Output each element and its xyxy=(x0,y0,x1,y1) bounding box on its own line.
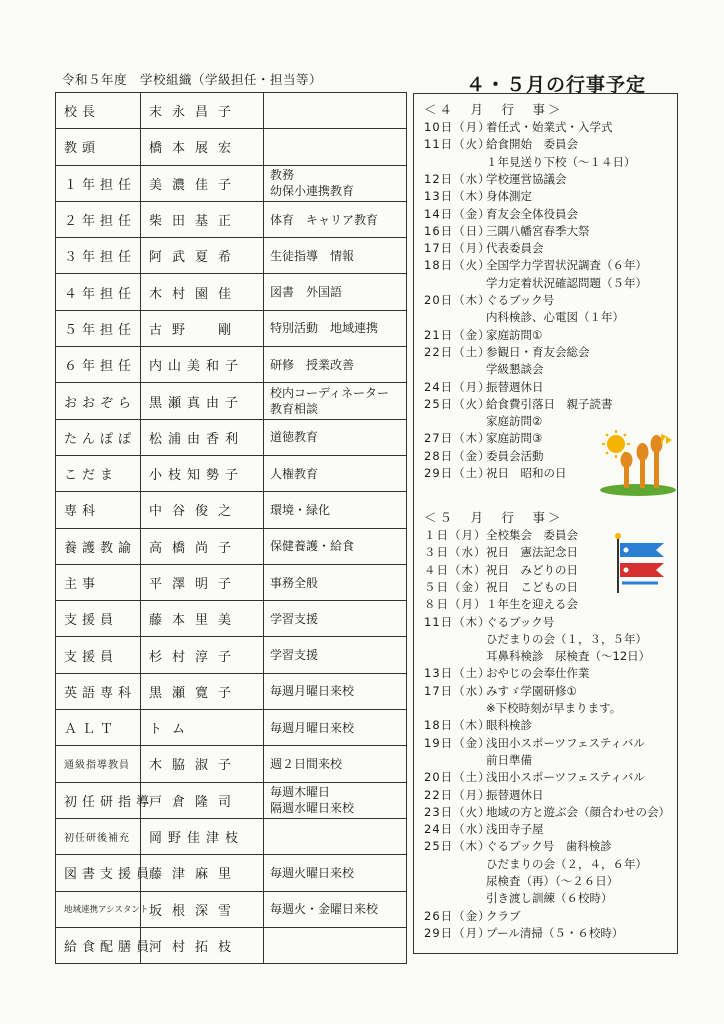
staff-role: 通級指導教員 xyxy=(56,746,141,782)
event-text: 給食費引落日 親子読書 xyxy=(486,396,613,411)
staff-duty xyxy=(264,274,407,310)
staff-row xyxy=(56,818,407,854)
event-text: 育友会全体役員会 xyxy=(486,206,578,221)
staff-duty xyxy=(264,855,407,891)
event-item xyxy=(424,873,679,890)
event-item xyxy=(424,413,679,430)
event-text: 家庭訪問③ xyxy=(486,431,543,446)
event-date: 11日（火） xyxy=(424,137,491,152)
event-date: 14日（金） xyxy=(424,206,491,221)
staff-name: 木村園佳 xyxy=(141,274,264,310)
event-item xyxy=(424,171,679,188)
event-date: 25日（木） xyxy=(424,839,491,854)
staff-duty xyxy=(264,238,407,274)
staff-duty xyxy=(264,419,407,455)
staff-row xyxy=(56,310,407,346)
staff-role: 地域連携アシスタント xyxy=(56,891,141,927)
event-item xyxy=(424,752,679,769)
event-text: 振替週休日 xyxy=(486,787,544,802)
event-text: 全校集会 委員会 xyxy=(486,528,578,542)
staff-duty-line: 特別活動 地域連携 xyxy=(270,321,379,336)
staff-duty-line: 体育 キャリア教育 xyxy=(270,212,379,227)
staff-role: おおぞら xyxy=(56,383,141,419)
event-text: 参観日・育友会総会 xyxy=(486,344,590,359)
event-text: おやじの会奉仕作業 xyxy=(486,666,590,681)
event-date: 22日（月） xyxy=(424,787,491,802)
event-item xyxy=(424,309,679,326)
event-text: 三隅八幡宮春季大祭 xyxy=(486,223,590,238)
staff-row xyxy=(56,347,407,383)
event-item xyxy=(424,240,679,257)
staff-duty-line: 幼保小連携教育 xyxy=(270,184,355,199)
event-text: ぐるブック号 歯科検診 xyxy=(486,839,612,854)
event-text: 前日準備 xyxy=(486,752,532,767)
event-date: 28日（金） xyxy=(424,448,491,463)
event-text: みすゞ学園研修① xyxy=(486,683,577,698)
event-text: 祝日 みどりの日 xyxy=(486,562,578,577)
event-date: 13日（土） xyxy=(424,666,491,681)
staff-duty xyxy=(264,492,407,528)
event-item xyxy=(424,821,679,838)
staff-duty xyxy=(264,165,407,201)
event-date: 17日（水） xyxy=(424,683,491,698)
staff-name: 黒瀬寛子 xyxy=(141,673,264,709)
staff-name: 藤津麻里 xyxy=(141,855,264,891)
staff-role: 教頭 xyxy=(56,129,141,165)
event-text: 振替週休日 xyxy=(486,379,544,394)
event-date: 22日（土） xyxy=(424,344,491,359)
event-date: ８日（月） xyxy=(424,597,487,612)
event-item xyxy=(424,648,679,665)
event-item xyxy=(424,223,679,240)
staff-role: ＡＬＴ xyxy=(56,710,141,746)
event-text: 学級懇談会 xyxy=(486,362,544,377)
staff-duty-line: 教務 xyxy=(270,168,295,183)
event-text: ひだまりの会（２，４，６年） xyxy=(486,856,647,871)
staff-name: 美濃佳子 xyxy=(141,165,264,201)
event-item xyxy=(424,379,679,396)
right-title: ４・５月の行事予定 xyxy=(466,74,647,96)
staff-name: 小枝知勢子 xyxy=(141,455,264,491)
staff-role: 支援員 xyxy=(56,601,141,637)
event-text: 祝日 憲法記念日 xyxy=(486,545,578,560)
staff-name: 内山美和子 xyxy=(141,347,264,383)
event-item xyxy=(424,292,679,309)
staff-duty-line: 生徒指導 情報 xyxy=(270,248,355,263)
staff-role: 初任研指導 xyxy=(56,782,141,818)
staff-role: ４年担任 xyxy=(56,274,141,310)
staff-name: 平澤明子 xyxy=(141,564,264,600)
staff-name: トム xyxy=(141,710,264,746)
event-item xyxy=(424,631,679,648)
event-item xyxy=(424,154,679,171)
staff-role: 養護教諭 xyxy=(56,528,141,564)
event-text: ※下校時刻が早まります。 xyxy=(486,701,622,715)
staff-role: 英語専科 xyxy=(56,673,141,709)
staff-row xyxy=(56,746,407,782)
staff-duty-line: 毎週月曜日来校 xyxy=(270,684,355,699)
event-date: 23日（火） xyxy=(424,804,491,819)
staff-duty xyxy=(264,927,407,963)
event-item xyxy=(424,856,679,873)
staff-duty-line: 学習支援 xyxy=(270,611,319,626)
staff-duty xyxy=(264,601,407,637)
staff-duty xyxy=(264,891,407,927)
event-date: 12日（水） xyxy=(424,171,491,186)
staff-role: 専科 xyxy=(56,492,141,528)
event-text: クラブ xyxy=(486,908,521,923)
staff-role: 図書支援員 xyxy=(56,855,141,891)
event-item xyxy=(424,188,679,205)
event-date: 25日（火） xyxy=(424,396,491,411)
event-date: １日（月） xyxy=(424,528,487,542)
event-text: 眼科検診 xyxy=(486,718,532,733)
staff-row xyxy=(56,528,407,564)
staff-row xyxy=(56,201,407,237)
event-text: 家庭訪問① xyxy=(486,327,543,342)
staff-role: 給食配膳員 xyxy=(56,927,141,963)
staff-duty xyxy=(264,201,407,237)
sun-icon xyxy=(607,435,625,453)
staff-name: 柴田基正 xyxy=(141,201,264,237)
event-item xyxy=(424,361,679,378)
staff-duty-line: 事務全般 xyxy=(270,575,319,590)
event-item xyxy=(424,665,679,682)
event-date: 13日（木） xyxy=(424,189,491,204)
staff-duty xyxy=(264,129,407,165)
event-date: 18日（火） xyxy=(424,258,491,273)
staff-duty xyxy=(264,310,407,346)
staff-duty-line: 教育相談 xyxy=(270,402,319,417)
carp-red-icon xyxy=(620,563,664,577)
staff-row xyxy=(56,564,407,600)
april-header: ＜４ 月 行 事＞ xyxy=(424,102,564,117)
staff-duty-line: 研修 授業改善 xyxy=(270,357,355,372)
event-item xyxy=(424,683,679,700)
sun-sprout-illustration xyxy=(594,430,678,496)
staff-row xyxy=(56,93,407,129)
event-item xyxy=(424,717,679,734)
event-item xyxy=(424,396,679,413)
staff-name: 藤本里美 xyxy=(141,601,264,637)
staff-name: 中谷俊之 xyxy=(141,492,264,528)
event-text: 浅田寺子屋 xyxy=(486,822,544,837)
staff-name: 坂根深雪 xyxy=(141,891,264,927)
staff-row xyxy=(56,129,407,165)
staff-table xyxy=(55,92,407,964)
event-item xyxy=(424,275,679,292)
event-item xyxy=(424,735,679,752)
event-item xyxy=(424,206,679,223)
event-item xyxy=(424,769,679,786)
staff-duty xyxy=(264,710,407,746)
event-item xyxy=(424,327,679,344)
event-date: 10日（月） xyxy=(424,120,491,134)
staff-duty-line: 図書 外国語 xyxy=(270,285,343,300)
carp-blue-icon xyxy=(620,543,664,557)
may-header: ＜５ 月 行 事＞ xyxy=(424,510,564,525)
event-text: 家庭訪問② xyxy=(486,414,543,429)
staff-name: 木脇淑子 xyxy=(141,746,264,782)
staff-role: ６年担任 xyxy=(56,347,141,383)
staff-row xyxy=(56,419,407,455)
event-date: 24日（水） xyxy=(424,822,491,837)
staff-role: 主事 xyxy=(56,564,141,600)
staff-role: 初任研後補充 xyxy=(56,818,141,854)
event-text: 身体測定 xyxy=(486,189,532,204)
staff-name: 河村拓枝 xyxy=(141,927,264,963)
staff-row xyxy=(56,238,407,274)
staff-duty-line: 環境・緑化 xyxy=(270,502,331,517)
staff-duty-line: 毎週月曜日来校 xyxy=(270,720,355,735)
event-text: 浅田小スポーツフェスティバル xyxy=(486,770,645,785)
staff-row xyxy=(56,673,407,709)
event-text: ひだまりの会（１，３，５年） xyxy=(486,631,647,646)
staff-name: 末永昌子 xyxy=(141,93,264,129)
staff-row xyxy=(56,782,407,818)
koinobori-illustration xyxy=(612,533,674,593)
event-date: 16日（日） xyxy=(424,223,491,238)
staff-name: 古野 剛 xyxy=(141,310,264,346)
staff-duty xyxy=(264,637,407,673)
event-date: 24日（月） xyxy=(424,379,491,394)
staff-duty-line: 道徳教育 xyxy=(270,430,319,445)
event-text: ぐるブック号 xyxy=(486,293,555,307)
event-date: 18日（木） xyxy=(424,718,491,733)
staff-name: 黒瀬真由子 xyxy=(141,383,264,419)
staff-duty xyxy=(264,782,407,818)
event-date: 20日（土） xyxy=(424,770,491,785)
staff-name: 戸倉隆司 xyxy=(141,782,264,818)
staff-duty-line: 校内コーディネーター xyxy=(270,386,390,401)
event-item xyxy=(424,136,679,153)
staff-duty-line: 保健養護・給食 xyxy=(270,539,355,554)
staff-row xyxy=(56,637,407,673)
event-text: 引き渡し訓練（６校時） xyxy=(486,891,613,906)
staff-role: たんぽぽ xyxy=(56,419,141,455)
staff-role: ５年担任 xyxy=(56,310,141,346)
staff-role: 支援員 xyxy=(56,637,141,673)
staff-duty-line: 毎週火曜日来校 xyxy=(270,865,355,880)
staff-name: 松浦由香利 xyxy=(141,419,264,455)
event-date: 29日（月） xyxy=(424,925,491,940)
staff-row xyxy=(56,165,407,201)
staff-duty xyxy=(264,564,407,600)
event-text: 地域の方と遊ぶ会（顔合わせの会） xyxy=(486,804,670,819)
event-date: ４日（木） xyxy=(424,562,487,577)
event-item xyxy=(424,838,679,855)
staff-row xyxy=(56,710,407,746)
event-date: 26日（金） xyxy=(424,908,491,923)
staff-name: 高橋尚子 xyxy=(141,528,264,564)
staff-role: こだま xyxy=(56,455,141,491)
staff-duty-line: 隔週水曜日来校 xyxy=(270,801,355,816)
staff-duty xyxy=(264,818,407,854)
event-text: 祝日 こどもの日 xyxy=(486,579,578,594)
staff-name: 阿武夏希 xyxy=(141,238,264,274)
event-date: 20日（木） xyxy=(424,293,491,307)
event-text: 祝日 昭和の日 xyxy=(486,466,567,480)
event-item xyxy=(424,257,679,274)
left-title: 令和５年度 学校組織（学級担任・担当等） xyxy=(62,72,323,87)
event-text: １年見送り下校（～１４日） xyxy=(486,154,636,169)
event-item xyxy=(424,119,679,136)
event-text: 学校運営協議会 xyxy=(486,171,567,186)
staff-duty xyxy=(264,746,407,782)
event-item xyxy=(424,787,679,804)
staff-row xyxy=(56,855,407,891)
staff-name: 杉村淳子 xyxy=(141,637,264,673)
event-item xyxy=(424,700,679,717)
staff-name: 岡野佳津枝 xyxy=(141,818,264,854)
staff-duty-line: 人権教育 xyxy=(270,466,319,481)
event-item xyxy=(424,344,679,361)
event-item xyxy=(424,908,679,925)
event-date: 27日（木） xyxy=(424,431,491,446)
staff-row xyxy=(56,455,407,491)
staff-duty xyxy=(264,528,407,564)
staff-row xyxy=(56,891,407,927)
staff-duty xyxy=(264,383,407,419)
event-item xyxy=(424,614,679,631)
event-text: 学力定着状況確認問題（５年） xyxy=(486,275,647,290)
event-text: プール清掃（５・６校時） xyxy=(486,925,624,940)
staff-role: ３年担任 xyxy=(56,238,141,274)
event-date: 11日（木） xyxy=(424,614,491,629)
event-text: 耳鼻科検診 尿検査（～12日） xyxy=(486,649,651,664)
event-item xyxy=(424,804,679,821)
staff-name: 橋本展宏 xyxy=(141,129,264,165)
staff-role: １年担任 xyxy=(56,165,141,201)
event-date: 29日（土） xyxy=(424,466,491,480)
event-item xyxy=(424,925,679,942)
staff-row xyxy=(56,383,407,419)
event-text: 尿検査（再）（～２６日） xyxy=(486,874,619,888)
staff-role: ２年担任 xyxy=(56,201,141,237)
staff-row xyxy=(56,927,407,963)
event-text: 代表委員会 xyxy=(486,241,544,256)
event-text: 全国学力学習状況調査（６年） xyxy=(486,258,647,273)
event-date: ５日（金） xyxy=(424,579,487,594)
event-text: ぐるブック号 xyxy=(486,614,555,629)
staff-duty xyxy=(264,455,407,491)
staff-duty-line: 毎週火・金曜日来校 xyxy=(270,902,379,917)
staff-duty-line: 毎週木曜日 xyxy=(270,785,331,800)
event-item xyxy=(424,890,679,907)
staff-duty xyxy=(264,673,407,709)
staff-role: 校長 xyxy=(56,93,141,129)
staff-duty xyxy=(264,347,407,383)
staff-duty-line: 学習支援 xyxy=(270,648,319,663)
event-date: ３日（水） xyxy=(424,545,487,560)
event-date: 19日（金） xyxy=(424,735,491,750)
event-date: 21日（金） xyxy=(424,327,491,342)
event-date: 17日（月） xyxy=(424,241,491,256)
staff-duty-line: 週２日間来校 xyxy=(270,756,343,771)
event-text: １年生を迎える会 xyxy=(486,597,578,612)
event-text: 内科検診、心電図（１年） xyxy=(486,310,624,325)
staff-row xyxy=(56,601,407,637)
staff-row xyxy=(56,274,407,310)
events-box xyxy=(413,93,678,954)
event-text: 浅田小スポーツフェスティバル xyxy=(486,735,645,750)
event-text: 給食開始 委員会 xyxy=(486,137,578,152)
event-item xyxy=(424,596,679,613)
event-text: 委員会活動 xyxy=(486,448,544,463)
event-text: 着任式・始業式・入学式 xyxy=(486,120,613,134)
staff-duty xyxy=(264,93,407,129)
staff-row xyxy=(56,492,407,528)
